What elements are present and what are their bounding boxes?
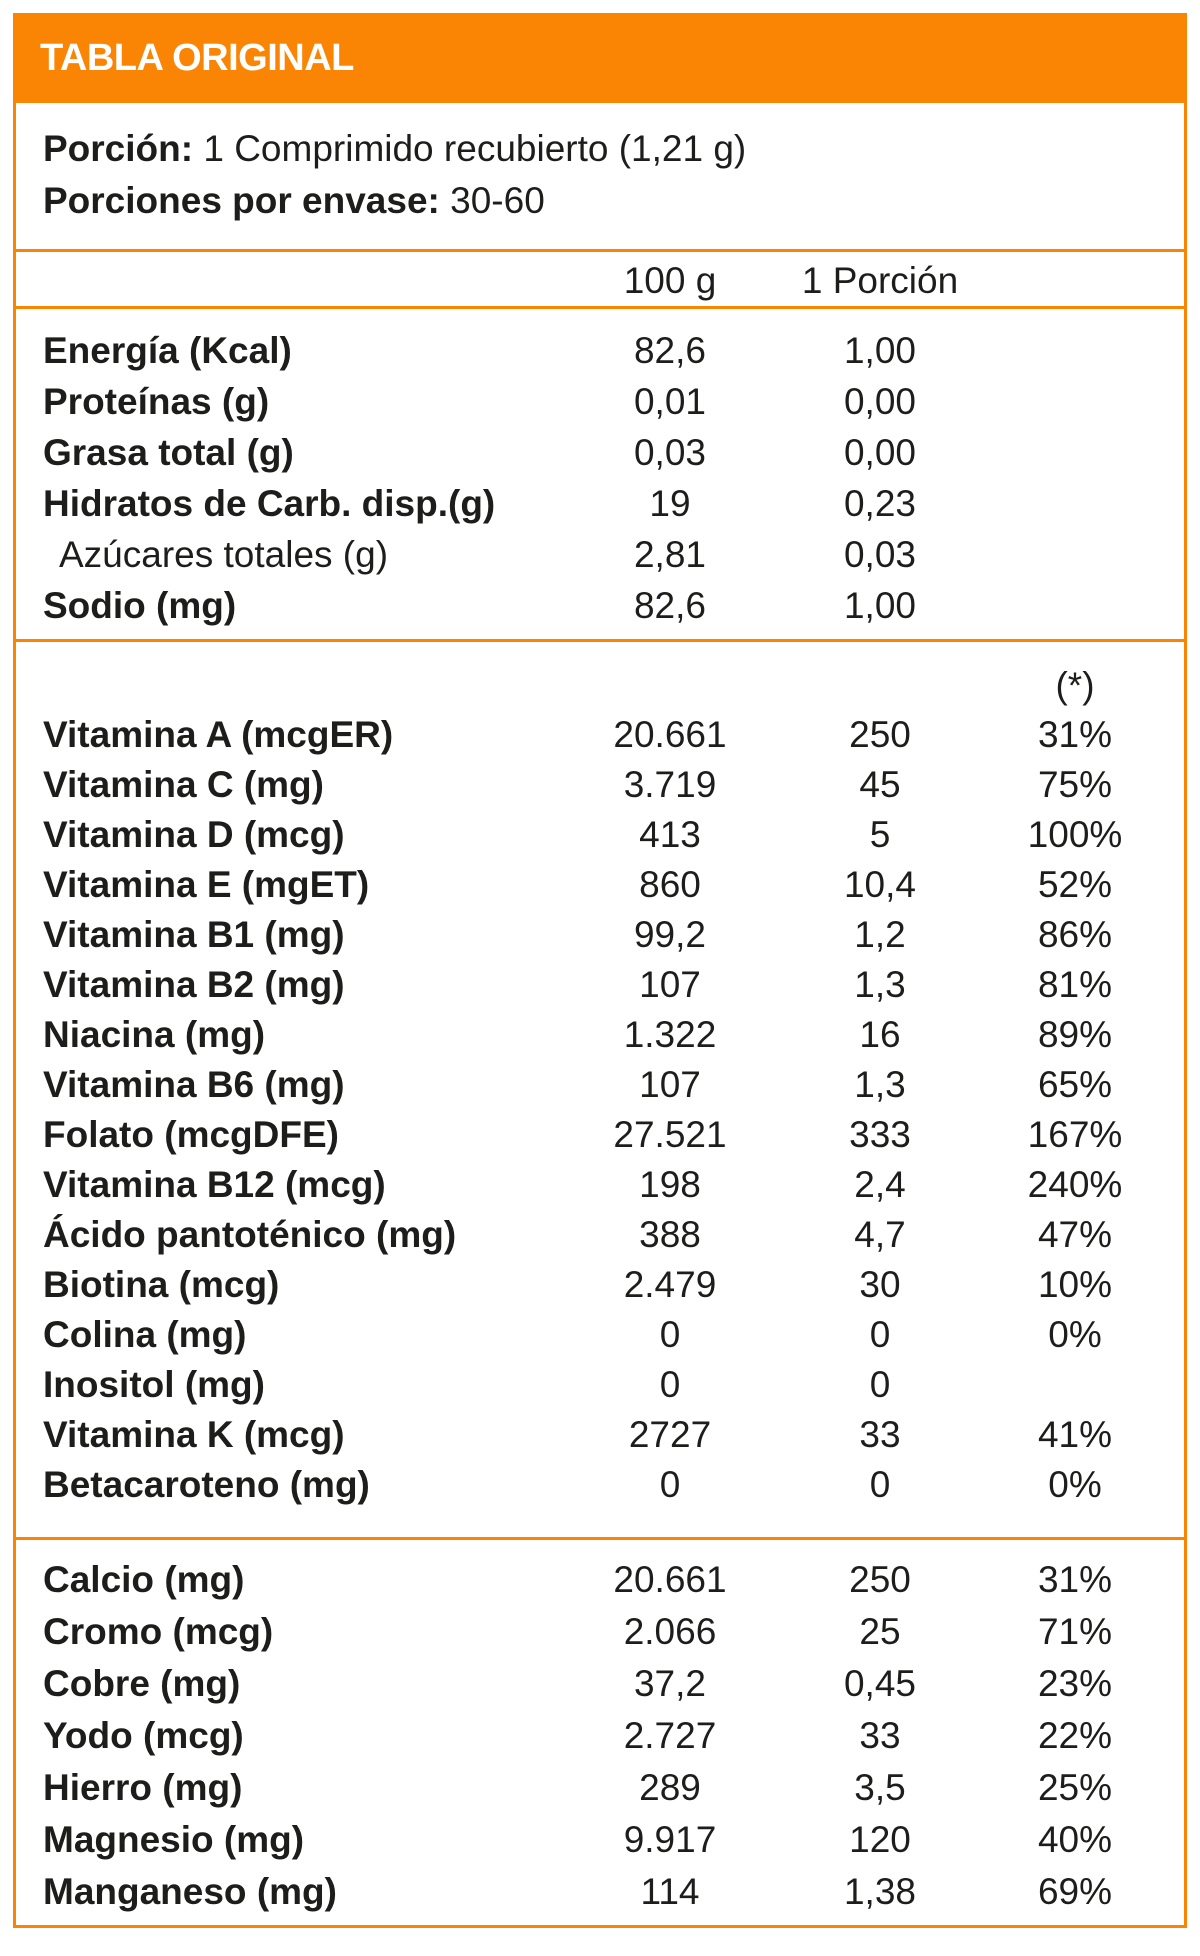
value-100g: 0,03 (633, 432, 706, 473)
value-100g: 860 (639, 864, 701, 905)
table-row (16, 1260, 1184, 1310)
table-body (13, 103, 1187, 1928)
value-100g: 20.661 (613, 714, 727, 755)
value-100g: 289 (639, 1767, 701, 1808)
macros-section (16, 306, 1184, 639)
value-portion: 10,4 (843, 864, 916, 905)
table-row (16, 1866, 1184, 1918)
portion-value: 1 Comprimido recubierto (1,21 g) (203, 128, 747, 169)
row-label: Ácido pantoténico (mg) (43, 1214, 457, 1255)
value-100g: 3.719 (623, 764, 717, 805)
row-label: Magnesio (mg) (43, 1819, 305, 1860)
value-portion: 3,5 (854, 1767, 906, 1808)
column-header-row (16, 252, 1184, 309)
value-percent: 65% (1037, 1064, 1113, 1105)
value-100g: 0,01 (633, 381, 706, 422)
value-percent: 71% (1037, 1611, 1113, 1652)
value-100g: 2,81 (633, 534, 706, 575)
value-percent: 240% (1027, 1164, 1123, 1205)
table-row (16, 478, 1184, 529)
table-row (16, 376, 1184, 427)
table-row (16, 1710, 1184, 1762)
row-label: Manganeso (mg) (43, 1871, 337, 1912)
table-row (16, 1160, 1184, 1210)
row-label: Vitamina A (mcgER) (43, 714, 394, 755)
value-100g: 82,6 (633, 585, 706, 626)
table-row (16, 1310, 1184, 1360)
table-row (16, 580, 1184, 631)
value-percent: 0% (1048, 1314, 1102, 1355)
row-label: Sodio (mg) (43, 585, 237, 626)
value-100g: 2.479 (623, 1264, 717, 1305)
value-portion: 1,3 (854, 1064, 906, 1105)
value-100g: 99,2 (633, 914, 706, 955)
portion-line (43, 123, 1164, 175)
table-row (16, 810, 1184, 860)
row-label: Biotina (mcg) (43, 1264, 280, 1305)
value-percent: 69% (1037, 1871, 1113, 1912)
value-100g: 0 (659, 1314, 681, 1355)
value-100g: 0 (659, 1464, 681, 1505)
value-portion: 0,03 (843, 534, 916, 575)
row-label: Betacaroteno (mg) (43, 1464, 370, 1505)
column-header-portion: 1 Porción (801, 259, 959, 301)
column-header-section (16, 249, 1184, 306)
value-100g: 0 (659, 1364, 681, 1405)
value-portion: 0,45 (843, 1663, 916, 1704)
value-portion: 5 (869, 814, 891, 855)
row-label: Hierro (mg) (43, 1767, 243, 1808)
percent-header-row (16, 662, 1184, 710)
row-label: Colina (mg) (43, 1314, 247, 1355)
value-portion: 25 (859, 1611, 901, 1652)
table-row (16, 760, 1184, 810)
value-portion: 250 (849, 714, 911, 755)
value-100g: 2.727 (623, 1715, 717, 1756)
value-portion: 1,2 (854, 914, 906, 955)
servings-per-container-line (43, 175, 1164, 227)
value-percent (985, 1360, 1165, 1410)
value-percent: 10% (1037, 1264, 1113, 1305)
row-label: Calcio (mg) (43, 1559, 245, 1600)
table-row (16, 529, 1184, 580)
minerals-section (16, 1537, 1184, 1925)
value-percent: 31% (1037, 1559, 1113, 1600)
value-portion: 0 (869, 1364, 891, 1405)
value-percent: 75% (1037, 764, 1113, 805)
value-portion: 0 (869, 1464, 891, 1505)
percent-header-spacer (43, 662, 565, 710)
table-row (16, 1814, 1184, 1866)
value-100g: 413 (639, 814, 701, 855)
value-100g: 1.322 (623, 1014, 717, 1055)
value-portion: 1,38 (843, 1871, 916, 1912)
value-100g: 20.661 (613, 1559, 727, 1600)
title-bar (13, 13, 1187, 103)
table-row (16, 427, 1184, 478)
row-label: Vitamina B6 (mg) (43, 1064, 345, 1105)
table-row (16, 1762, 1184, 1814)
row-label: Cobre (mg) (43, 1663, 241, 1704)
row-label: Vitamina B2 (mg) (43, 964, 345, 1005)
value-portion: 0,00 (843, 381, 916, 422)
vitamins-rows (16, 710, 1184, 1510)
value-percent: 86% (1037, 914, 1113, 955)
nutrition-table (13, 13, 1187, 1928)
row-label: Inositol (mg) (43, 1364, 265, 1405)
value-portion: 33 (859, 1715, 901, 1756)
row-label: Hidratos de Carb. disp.(g) (43, 483, 496, 524)
value-portion: 1,00 (843, 585, 916, 626)
value-percent: 41% (1037, 1414, 1113, 1455)
table-row (16, 1060, 1184, 1110)
value-portion: 4,7 (854, 1214, 906, 1255)
value-percent: 47% (1037, 1214, 1113, 1255)
value-percent: 89% (1037, 1014, 1113, 1055)
value-portion: 1,00 (843, 330, 916, 371)
value-percent: 81% (1037, 964, 1113, 1005)
value-portion: 2,4 (854, 1164, 906, 1205)
value-percent (985, 325, 1165, 376)
table-row (16, 1606, 1184, 1658)
row-label: Vitamina K (mcg) (43, 1414, 345, 1455)
row-label: Folato (mcgDFE) (43, 1114, 339, 1155)
value-portion: 45 (859, 764, 901, 805)
row-label: Vitamina B12 (mcg) (43, 1164, 386, 1205)
value-percent (985, 427, 1165, 478)
value-percent: 31% (1037, 714, 1113, 755)
servings-value: 30-60 (450, 180, 545, 221)
value-portion: 0,23 (843, 483, 916, 524)
table-row (16, 910, 1184, 960)
vitamins-section (16, 639, 1184, 1537)
row-label: Vitamina D (mcg) (43, 814, 345, 855)
value-portion: 250 (849, 1559, 911, 1600)
value-100g: 2727 (628, 1414, 712, 1455)
table-row (16, 1410, 1184, 1460)
value-100g: 2.066 (623, 1611, 717, 1652)
row-label: Vitamina B1 (mg) (43, 914, 345, 955)
table-row (16, 710, 1184, 760)
value-100g: 388 (639, 1214, 701, 1255)
value-100g: 82,6 (633, 330, 706, 371)
value-100g: 37,2 (633, 1663, 706, 1704)
value-portion: 30 (859, 1264, 901, 1305)
row-label: Yodo (mcg) (43, 1715, 244, 1756)
value-percent: 22% (1037, 1715, 1113, 1756)
table-row (16, 1554, 1184, 1606)
value-100g: 27.521 (613, 1114, 727, 1155)
table-row (16, 1110, 1184, 1160)
value-percent: 25% (1037, 1767, 1113, 1808)
table-row (16, 1360, 1184, 1410)
value-percent: 40% (1037, 1819, 1113, 1860)
row-label: Azúcares totales (g) (59, 534, 389, 575)
value-100g: 114 (640, 1871, 700, 1912)
value-portion: 333 (849, 1114, 911, 1155)
row-label: Energía (Kcal) (43, 330, 292, 371)
value-100g: 107 (639, 964, 701, 1005)
column-header-100g: 100 g (623, 259, 717, 301)
value-100g: 107 (639, 1064, 701, 1105)
value-percent: 23% (1037, 1663, 1113, 1704)
value-100g: 198 (639, 1164, 701, 1205)
table-row (16, 325, 1184, 376)
value-portion: 0 (869, 1314, 891, 1355)
value-portion: 0,00 (843, 432, 916, 473)
row-label: Vitamina E (mgET) (43, 864, 370, 905)
percent-header: (*) (1055, 665, 1095, 706)
value-portion: 33 (859, 1414, 901, 1455)
value-percent: 100% (1027, 814, 1123, 855)
table-row (16, 960, 1184, 1010)
table-row (16, 860, 1184, 910)
value-percent (985, 529, 1165, 580)
table-row (16, 1460, 1184, 1510)
table-row (16, 1658, 1184, 1710)
value-percent: 0% (1048, 1464, 1102, 1505)
value-100g: 19 (649, 483, 691, 524)
value-percent: 52% (1037, 864, 1113, 905)
value-100g: 9.917 (623, 1819, 717, 1860)
servings-label: Porciones por envase: (43, 180, 440, 221)
row-label: Grasa total (g) (43, 432, 294, 473)
row-label: Proteínas (g) (43, 381, 270, 422)
value-portion: 16 (859, 1014, 901, 1055)
table-row (16, 1010, 1184, 1060)
table-row (16, 1210, 1184, 1260)
row-label: Vitamina C (mg) (43, 764, 324, 805)
value-percent: 167% (1027, 1114, 1123, 1155)
serving-info-section (16, 103, 1184, 249)
value-percent (985, 580, 1165, 631)
row-label: Cromo (mcg) (43, 1611, 274, 1652)
value-portion: 1,3 (854, 964, 906, 1005)
value-portion: 120 (849, 1819, 911, 1860)
value-percent (985, 478, 1165, 529)
row-label: Niacina (mg) (43, 1014, 266, 1055)
portion-label: Porción: (43, 128, 194, 169)
value-percent (985, 376, 1165, 427)
page-title: TABLA ORIGINAL (40, 36, 354, 79)
